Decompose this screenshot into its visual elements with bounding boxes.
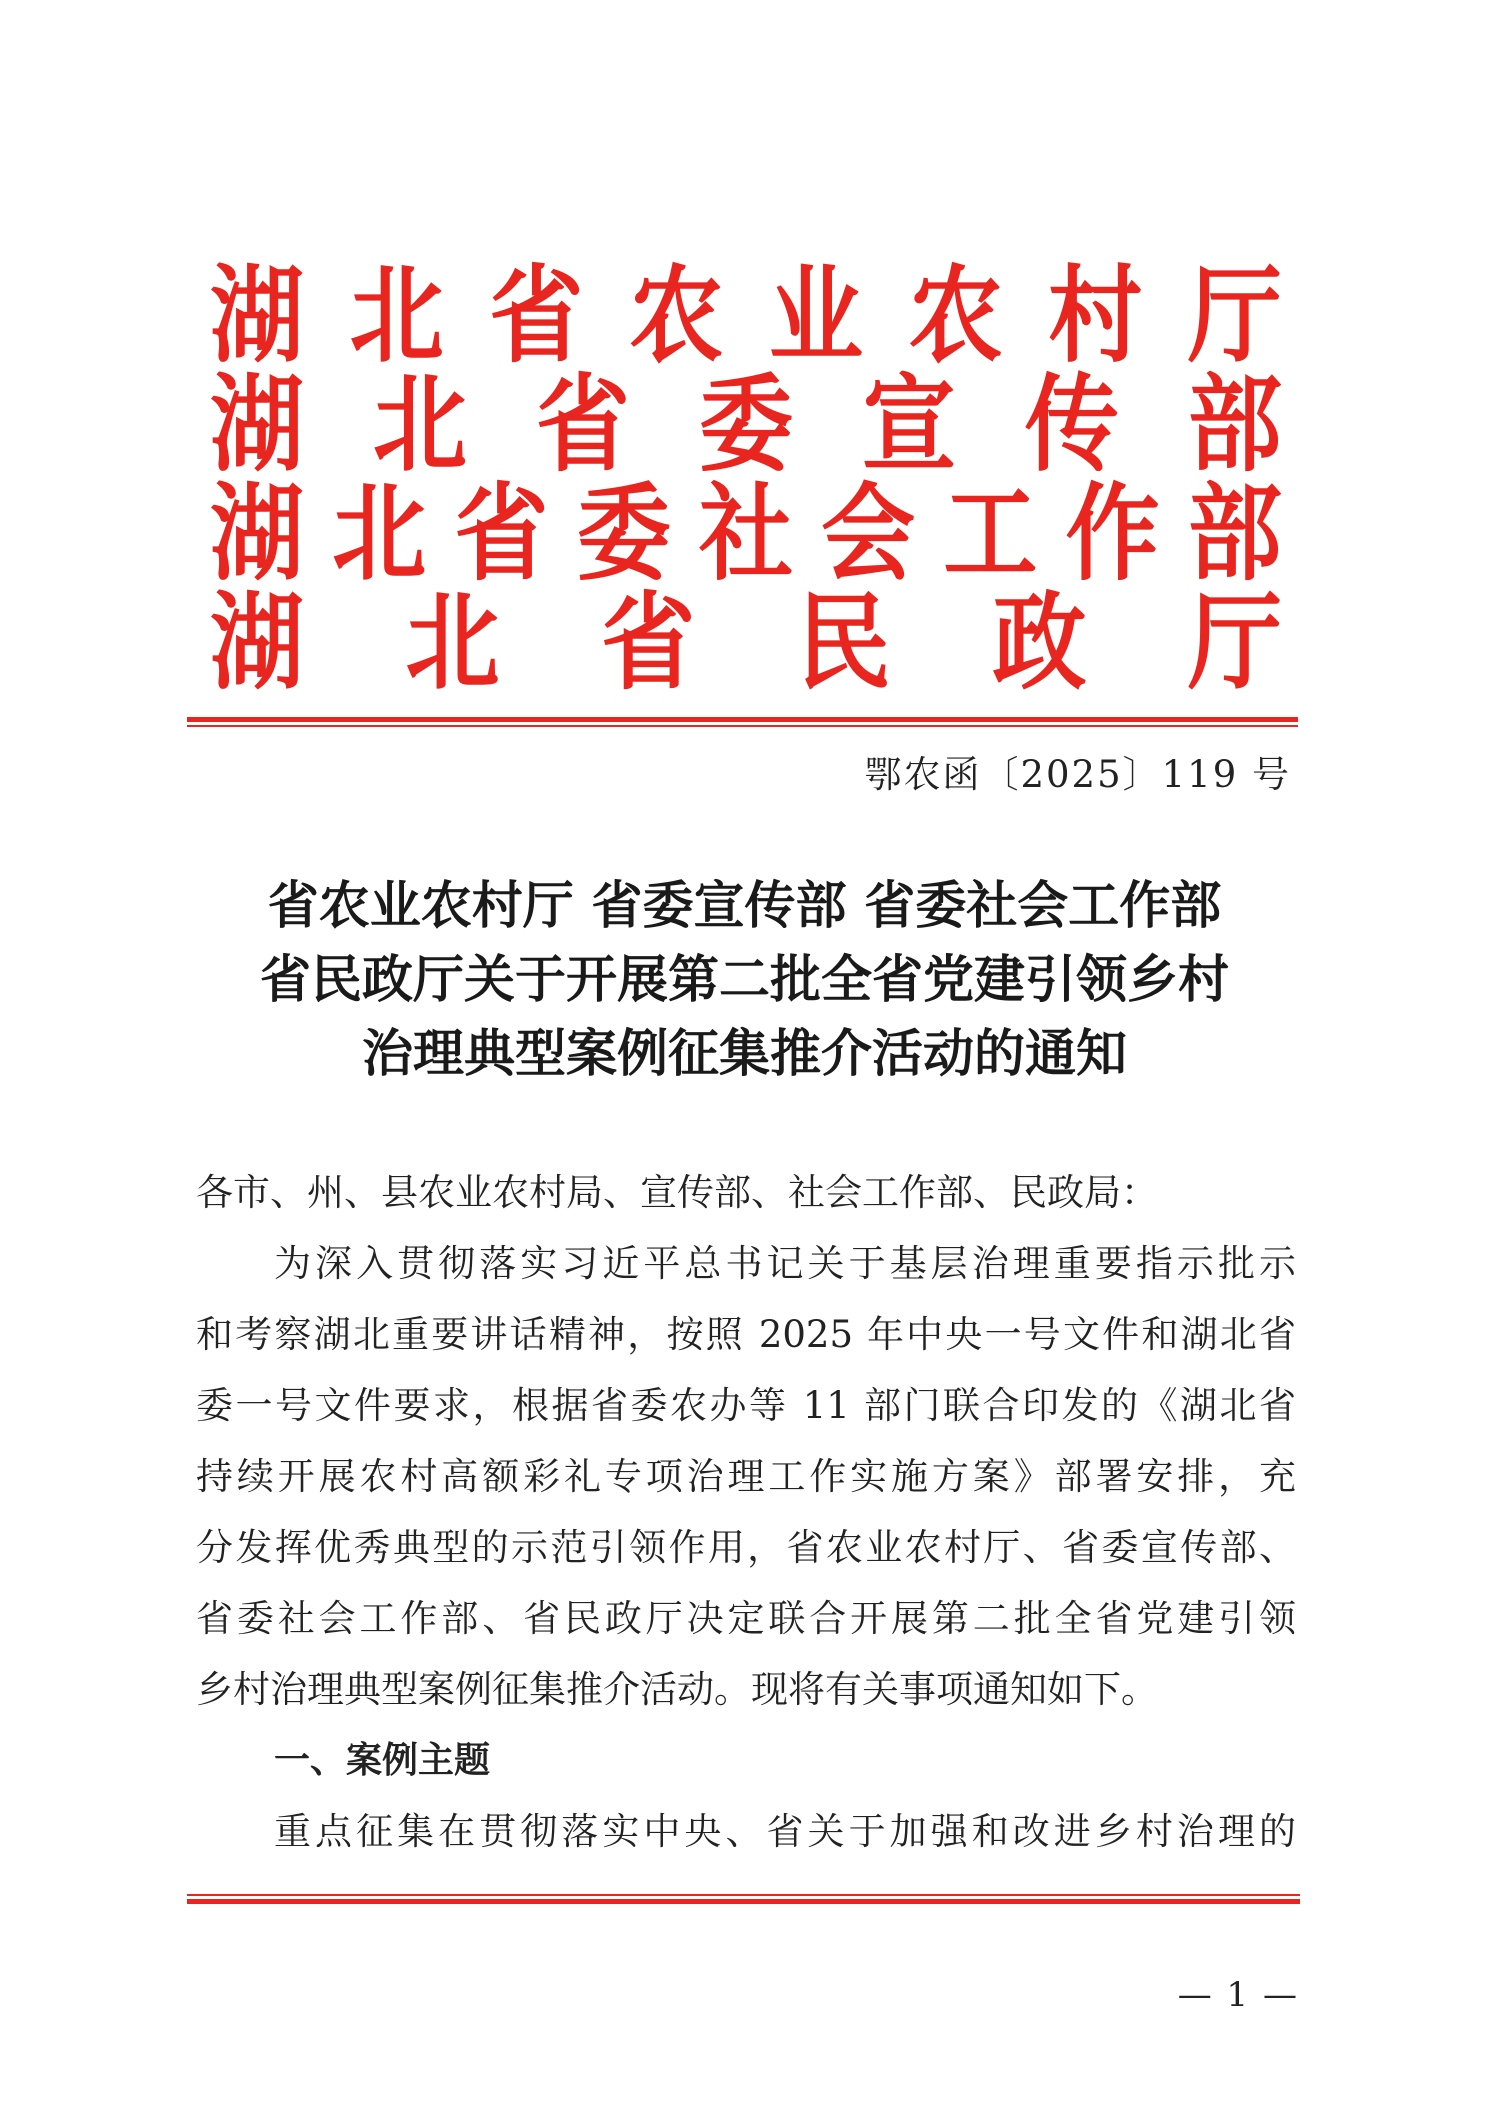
paragraph-line: 和考察湖北重要讲话精神，按照 2025 年中央一号文件和湖北省 [196, 1313, 1296, 1356]
footer-divider-thick [187, 1899, 1300, 1904]
footer-divider-thin [187, 1894, 1300, 1896]
letterhead-row-4 [210, 582, 1282, 704]
letterhead-char: 民 [796, 582, 891, 705]
letterhead-row-1 [210, 255, 1282, 377]
letterhead-divider-thick [187, 717, 1298, 722]
page-number: — 1 — [1177, 1975, 1299, 2015]
letterhead-char: 省 [489, 255, 584, 378]
letterhead-char: 传 [1024, 364, 1119, 487]
paragraph-line: 省委社会工作部、省民政厅决定联合开展第二批全省党建引领 [196, 1597, 1296, 1640]
paragraph-line: 为深入贯彻落实习近平总书记关于基层治理重要指示批示 [274, 1242, 1296, 1285]
letterhead-char: 宣 [861, 364, 956, 487]
letterhead-char: 厅 [1187, 582, 1282, 705]
letterhead-char: 北 [405, 582, 500, 705]
letterhead-char: 北 [372, 364, 467, 487]
letterhead-char: 省 [535, 364, 630, 487]
paragraph-line: 乡村治理典型案例征集推介活动。现将有关事项通知如下。 [196, 1668, 1158, 1711]
paragraph-line: 重点征集在贯彻落实中央、省关于加强和改进乡村治理的 [274, 1810, 1296, 1853]
section-heading: 一、案例主题 [274, 1740, 491, 1781]
paragraph-line: 持续开展农村高额彩礼专项治理工作实施方案》部署安排，充 [196, 1455, 1296, 1498]
letterhead-char: 农 [908, 255, 1003, 378]
letterhead-char: 委 [698, 364, 793, 487]
title-line-1: 省农业农村厅 省委宣传部 省委社会工作部 [267, 877, 1222, 936]
letterhead-char: 省 [454, 473, 549, 596]
letterhead-row-2 [210, 364, 1282, 486]
title-line-2: 省民政厅关于开展第二批全省党建引领乡村 [259, 951, 1229, 1010]
letterhead-char: 工 [943, 473, 1038, 596]
letterhead-char: 省 [601, 582, 696, 705]
letterhead-char: 湖 [210, 582, 305, 705]
letterhead-row-3 [210, 473, 1282, 595]
salutation: 各市、州、县农业农村局、宣传部、社会工作部、民政局： [196, 1171, 1158, 1214]
letterhead-char: 湖 [210, 255, 305, 378]
letterhead-char: 委 [576, 473, 671, 596]
paragraph-line: 分发挥优秀典型的示范引领作用，省农业农村厅、省委宣传部、 [196, 1526, 1296, 1569]
letterhead [210, 255, 1282, 705]
letterhead-char: 北 [332, 473, 427, 596]
document-body [196, 1157, 1296, 1867]
letterhead-char: 政 [992, 582, 1087, 705]
letterhead-char: 部 [1187, 364, 1282, 487]
letterhead-char: 作 [1065, 473, 1160, 596]
letterhead-char: 农 [629, 255, 724, 378]
letterhead-char: 厅 [1187, 255, 1282, 378]
letterhead-divider-thin [187, 725, 1298, 727]
document-number: 鄂农函〔2025〕119 号 [864, 753, 1291, 796]
letterhead-char: 社 [698, 473, 793, 596]
title-line-3: 治理典型案例征集推介活动的通知 [361, 1025, 1127, 1084]
letterhead-char: 业 [768, 255, 863, 378]
letterhead-char: 会 [821, 473, 916, 596]
letterhead-char: 湖 [210, 364, 305, 487]
paragraph-line: 委一号文件要求，根据省委农办等 11 部门联合印发的《湖北省 [196, 1384, 1296, 1427]
letterhead-char: 村 [1048, 255, 1143, 378]
letterhead-char: 湖 [210, 473, 305, 596]
document-title [150, 870, 1339, 1092]
letterhead-char: 部 [1187, 473, 1282, 596]
letterhead-char: 北 [349, 255, 444, 378]
